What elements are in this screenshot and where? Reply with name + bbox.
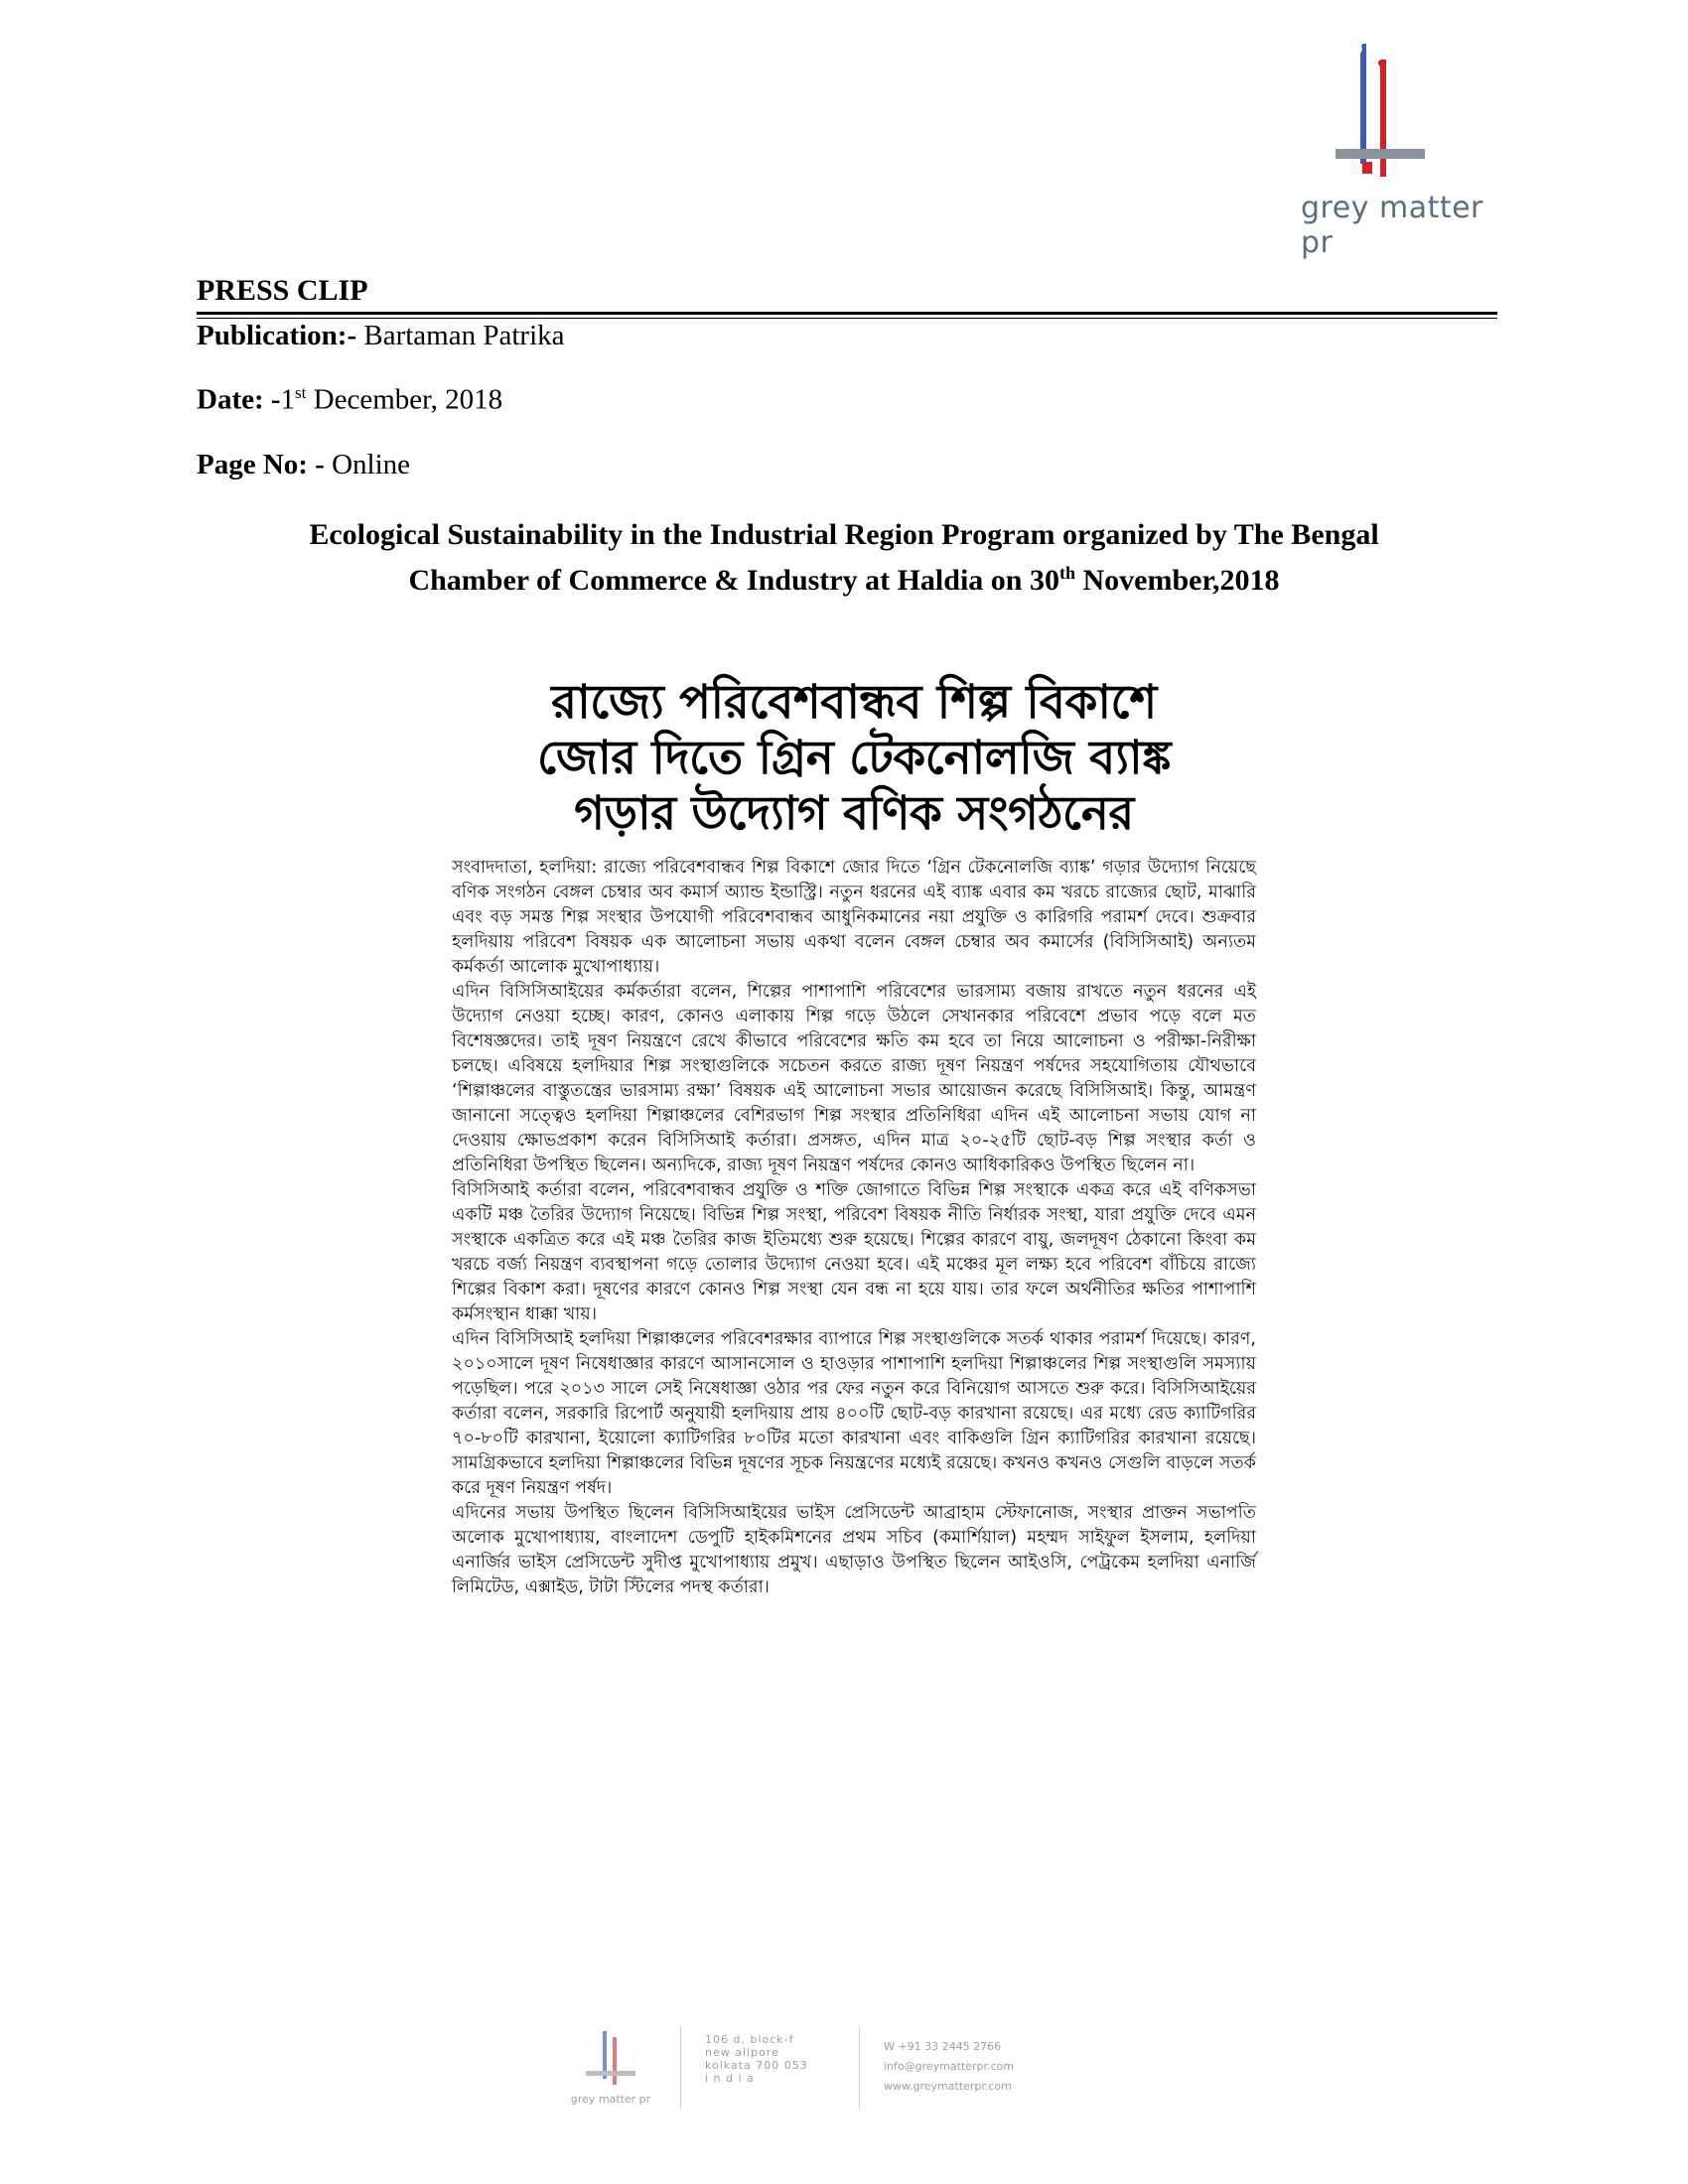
clipping-paragraph-1: সংবাদদাতা, হলদিয়া: রাজ্যে পরিবেশবান্ধব শিল্প বিকাশে জোর দিতে ‘গ্রিন টেকনোলজি ব্যাঙ্ক’ গড়ার উদ্যোগ নিয়েছে বণিক সংগঠন বেঙ্গল চেম্বার অব কমার্স অ্যান্ড ইন্ডাস্ট্রি। নতুন ধরনের এই ব্যাঙ্ক এবার কম খরচে রাজ্যের ছোট, মাঝারি এবং বড় সমস্ত শিল্প সংস্থার উপযোগী পরিবেশবান্ধব আধুনিকমানের নয়া প্রযুক্তি ও কারিগরি পরামর্শ দেবে। শুক্রবার হলদিয়ায় পরিবেশ বিষয়ক এক আলোচনা সভায় একথা বলেন বেঙ্গল চেম্বার অব কমার্সের (বিসিসিআই) অন্যতম কর্মকর্তা আলোক মুখোপাধ্যায়। — [452, 858, 1256, 977]
footer-logo-text: grey matter pr — [570, 2093, 651, 2106]
brand-logo-text: grey matter pr — [1301, 191, 1483, 260]
date-label: Date: - — [197, 383, 281, 416]
header-rule-thick — [197, 312, 1497, 315]
headline-line-2-start: Chamber of Commerce & Industry at Haldia on 30 — [408, 564, 1059, 597]
clipping-paragraph-5: এদিনের সভায় উপস্থিত ছিলেন বিসিসিআইয়ের ভাইস প্রেসিডেন্ট আব্রাহাম স্টেফানোজ, সংস্থার প্রাক্তন সভাপতি অলোক মুখোপাধ্যায়, বাংলাদেশ ডেপুটি হাইকমিশনের প্রথম সচিব (কমার্শিয়াল) মহম্মদ সাইফুল ইসলাম, হলদিয়া এনার্জির ভাইস প্রেসিডেন্ট সুদীপ্ত মুখোপাধ্যায় প্রমুখ। এছাড়াও উপস্থিত ছিলেন আইওসি, পেট্রকেম হলদিয়া এনার্জি লিমিটেড, এক্সাইড, টাটা স্টিলের পদস্থ কর্তারা। — [452, 1503, 1256, 1597]
footer-address — [705, 2033, 808, 2085]
footer-website[interactable]: www.greymatterpr.com — [884, 2080, 1012, 2093]
footer-logo-icon — [556, 2025, 665, 2091]
event-headline — [199, 516, 1489, 600]
header-rule-thin — [197, 318, 1497, 319]
press-clip-heading: PRESS CLIP — [197, 274, 368, 307]
clipping-paragraph-2: এদিন বিসিসিআইয়ের কর্মকর্তারা বলেন, শিল্পের পাশাপাশি পরিবেশের ভারসাম্য বজায় রাখতে নতুন ধরনের এই উদ্যোগ নেওয়া হচ্ছে। কারণ, কোনও এলাকায় শিল্প গড়ে উঠলে সেখানকার পরিবেশে প্রভাব পড়ে বলে মত বিশেষজ্ঞদের। তাই দূষণ নিয়ন্ত্রণে রেখে কীভাবে পরিবেশের ক্ষতি কম হবে তা নিয়ে আলোচনা ও পরীক্ষা-নিরীক্ষা চলছে। এবিষয়ে হলদিয়ার শিল্প সংস্থাগুলিকে সচেতন করতে রাজ্য দূষণ নিয়ন্ত্রণ পর্ষদের সহযোগিতায় যৌথভাবে ‘শিল্পাঞ্চলের বাস্তুতন্ত্রের ভারসাম্য রক্ষা’ বিষয়ক এই আলোচনা সভার আয়োজন করেছে বিসিসিআই। কিন্তু, আমন্ত্রণ জানানো সত্ত্বেও হলদিয়া শিল্পাঞ্চলের বেশিরভাগ শিল্প সংস্থার প্রতিনিধিরা এদিন এই আলোচনা সভায় যোগ না দেওয়ায় ক্ষোভপ্রকাশ করেন বিসিসিআই কর্তারা। প্রসঙ্গত, এদিন মাত্র ২০-২৫টি ছোট-বড় শিল্প সংস্থার কর্তা ও প্রতিনিধিরা উপস্থিত ছিলেন। অন্যদিকে, রাজ্য দূষণ নিয়ন্ত্রণ পর্ষদের কোনও আধিকারিকও উপস্থিত ছিলেন না। — [452, 982, 1257, 1175]
clipping-paragraph-3: বিসিসিআই কর্তারা বলেন, পরিবেশবান্ধব প্রযুক্তি ও শক্তি জোগাতে বিভিন্ন শিল্প সংস্থাকে একত্র করে এই বণিকসভা একটি মঞ্চ তৈরির উদ্যোগ নিয়েছে। বিভিন্ন শিল্প সংস্থা, পরিবেশ বিষয়ক নীতি নির্ধারক সংস্থা, যারা প্রযুক্তি দেবে এমন সংস্থাকে একত্রিত করে এই মঞ্চ তৈরির কাজ ইতিমধ্যে শুরু হয়েছে। শিল্পের কারণে বায়ু, জলদূষণ ঠেকানো কিংবা কম খরচে বর্জ্য নিয়ন্ত্রণ ব্যবস্থাপনা গড়ে তোলার উদ্যোগ নেওয়া হবে। এই মঞ্চের মূল লক্ষ্য হবে পরিবেশ বাঁচিয়ে রাজ্যে শিল্পের বিকাশ করা। দূষণের কারণে কোনও শিল্প সংস্থা যেন বন্ধ না হয়ে যায়। তার ফলে অর্থনীতির ক্ষতির পাশাপাশি কর্মসংস্থান ধাক্কা খায়। — [452, 1180, 1256, 1324]
footer-address-line-1: 106 d, block-f — [705, 2033, 794, 2046]
footer-contact — [884, 2037, 1014, 2097]
clipping-title-line-1: রাজ্যে পরিবেশবান্ধব শিল্প বিকাশে — [551, 675, 1157, 730]
clipping-body — [452, 856, 1256, 1600]
clipping-title-line-2: জোর দিতে গ্রিন টেকনোলজি ব্যাঙ্ক — [536, 731, 1171, 785]
headline-line-2-sup: th — [1058, 563, 1075, 583]
footer-logo — [556, 2025, 665, 2115]
publication-value: Bartaman Patrika — [363, 320, 565, 351]
footer-address-line-3: kolkata 700 053 — [705, 2059, 808, 2072]
clipping-paragraph-4: এদিন বিসিসিআই হলদিয়া শিল্পাঞ্চলের পরিবেশরক্ষার ব্যাপারে শিল্প সংস্থাগুলিকে সতর্ক থাকার পরামর্শ দিয়েছে। কারণ, ২০১০সালে দূষণ নিষেধাজ্ঞার কারণে আসানসোল ও হাওড়ার পাশাপাশি হলদিয়া শিল্পাঞ্চলের শিল্প সংস্থাগুলি সমস্যায় পড়েছিল। পরে ২০১৩ সালে সেই নিষেধাজ্ঞা ওঠার পর ফের নতুন করে বিনিয়োগ আসতে শুরু করে। বিসিসিআইয়ের কর্তারা বলেন, সরকারি রিপোর্ট অনুযায়ী হলদিয়ায় প্রায় ৪০০টি ছোট-বড় কারখানা রয়েছে। এর মধ্যে রেড ক্যাটিগরির ৭০-৮০টি কারখানা, ইয়োলো ক্যাটিগরির ৮০টির মতো কারখানা এবং বাকিগুলি গ্রিন ক্যাটিগরির কারখানা রয়েছে। সামগ্রিকভাবে হলদিয়া শিল্পাঞ্চলের বিভিন্ন দূষণের সূচক নিয়ন্ত্রণের মধ্যেই রয়েছে। কখনও কখনও সেগুলি বাড়লে সতর্ক করে দূষণ নিয়ন্ত্রণ পর্ষদ। — [452, 1329, 1256, 1498]
footer-separator-1 — [680, 2027, 681, 2109]
headline-line-2 — [199, 554, 1489, 600]
newspaper-clipping — [452, 675, 1256, 1936]
page-line — [197, 449, 410, 481]
headline-line-2-end: November,2018 — [1082, 564, 1280, 597]
grey-matter-pr-logo-icon — [1301, 40, 1499, 189]
clipping-title — [452, 675, 1256, 842]
clipping-title-line-3: গড়ার উদ্যোগ বণিক সংগঠনের — [574, 786, 1134, 841]
publication-line — [197, 320, 565, 352]
publication-label: Publication:- — [197, 320, 357, 351]
page-label: Page No: - — [197, 449, 325, 480]
page-footer — [556, 2025, 1152, 2115]
date-day: 1 — [280, 383, 296, 416]
date-rest: December, 2018 — [313, 383, 503, 416]
footer-address-line-2: new alipore — [705, 2046, 779, 2059]
footer-separator-2 — [859, 2027, 860, 2109]
page-value: Online — [332, 449, 411, 480]
date-line — [197, 383, 502, 417]
headline-line-1: Ecological Sustainability in the Industrial Region Program organized by The Bengal — [309, 518, 1379, 551]
footer-email[interactable]: info@greymatterpr.com — [884, 2060, 1015, 2073]
footer-phone: W +91 33 2445 2766 — [884, 2040, 1002, 2053]
date-suffix: st — [295, 383, 307, 402]
footer-address-line-4: i n d i a — [705, 2072, 755, 2085]
brand-logo — [1301, 40, 1499, 260]
